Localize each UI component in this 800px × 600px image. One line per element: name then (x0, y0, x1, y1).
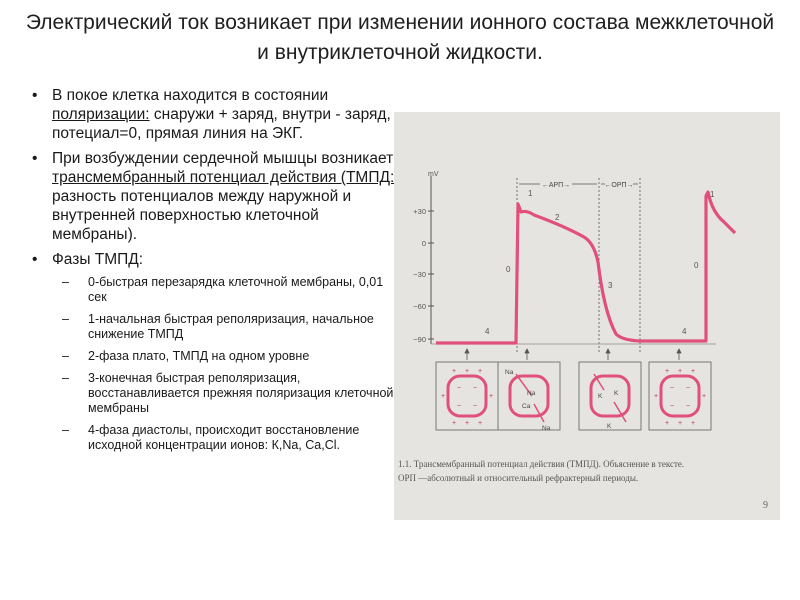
phase-label: 4 (682, 327, 687, 336)
term-polarization: поляризации: (52, 106, 150, 123)
bullet-text: В покое клетка находится в состоянии (52, 87, 329, 104)
svg-text:−: − (669, 385, 675, 392)
phase-item: – 4-фаза диастолы, происходит восстановление исходной концентрации ионов: К,Na, Ca,Cl. (52, 423, 398, 453)
svg-text:+: + (451, 368, 457, 375)
phase-label: 0 (694, 261, 699, 270)
arrow-up-head (465, 349, 469, 353)
phase-list (52, 275, 398, 453)
svg-text:−: − (456, 403, 462, 410)
bullet-phases (28, 250, 398, 453)
term-tmpd: трансмембранный потенциал действия (ТМПД: (52, 169, 395, 186)
svg-text:+: + (464, 368, 470, 375)
ion-label: Na (542, 425, 551, 432)
phase-label: 2 (555, 213, 560, 222)
bullet-text: Фазы ТМПД: (52, 251, 144, 268)
phase-label: 3 (608, 281, 613, 290)
action-potential-trace (436, 192, 735, 343)
figure-caption-line2: ОРП —абсолютный и относительный рефрактерный периоды. (398, 473, 639, 483)
cell-membrane (591, 376, 629, 416)
bullet-list (28, 86, 398, 453)
svg-text:+: + (477, 420, 483, 427)
cell-membrane (448, 376, 486, 416)
y-unit-label: mV (428, 171, 439, 178)
svg-text:+: + (690, 420, 696, 427)
arrow-up-head (525, 349, 529, 353)
phase-item: – 3-конечная быстрая реполяризация, восстанавливается прежняя поляризация клеточной мембраны (52, 371, 398, 416)
svg-text:−: − (685, 385, 691, 392)
arrow-up-head (677, 349, 681, 353)
arrow-up-head (606, 349, 610, 353)
phase-item: – 1-начальная быстрая реполяризация, начальное снижение ТМПД (52, 312, 398, 342)
svg-text:−: − (472, 385, 478, 392)
cell-panel-repolarization (579, 362, 641, 430)
y-tick-label: −60 (413, 302, 426, 311)
figure-graphic (394, 112, 780, 520)
phase-label: 1 (528, 189, 533, 198)
svg-text:+: + (690, 368, 696, 375)
figure-caption-line1: 1.1. Трансмембранный потенциал действия (ТМПД). Объяснение в тексте. (398, 459, 685, 469)
bullet-text: При возбуждении сердечной мышцы возникает (52, 150, 394, 167)
svg-text:+: + (477, 368, 483, 375)
phase-item: – 2-фаза плато, ТМПД на одном уровне (52, 349, 398, 364)
phase-label: 0 (506, 265, 511, 274)
bullet-text: разность потенциалов между наружной и внутренней поверхностью клеточной мембраны). (52, 188, 352, 243)
svg-text:+: + (464, 420, 470, 427)
phase-label: 1 (710, 190, 715, 199)
svg-text:+: + (664, 368, 670, 375)
cell-membrane (661, 376, 699, 416)
arp-label: ←АРП→ (541, 182, 571, 189)
svg-text:−: − (685, 403, 691, 410)
ion-label: Na (505, 369, 514, 376)
svg-text:+: + (701, 393, 707, 400)
svg-text:+: + (677, 368, 683, 375)
orp-label: ←ОРП→ (604, 182, 634, 189)
svg-text:−: − (472, 403, 478, 410)
bullet-resting-state (28, 86, 398, 143)
svg-text:+: + (451, 420, 457, 427)
svg-text:+: + (488, 393, 494, 400)
y-tick-label: 0 (421, 239, 426, 248)
svg-text:−: − (669, 403, 675, 410)
slide-content (28, 86, 398, 460)
phase-label: 4 (485, 327, 490, 336)
y-tick-label: −30 (413, 270, 426, 279)
action-potential-figure (394, 112, 780, 520)
page-number: 9 (763, 500, 768, 511)
bullet-excitation (28, 149, 398, 244)
svg-text:+: + (677, 420, 683, 427)
bullet-text: снаружи + заряд, внутри - заряд, потециал=0, прямая линия на ЭКГ. (52, 106, 391, 142)
ion-label: Ca (522, 403, 531, 410)
y-tick-label: +30 (413, 207, 426, 216)
ion-label: K (614, 390, 619, 397)
ion-label: K (607, 423, 612, 430)
slide-title: Электрический ток возникает при изменении ионного состава межклеточной и внутриклеточной жидкости. (25, 11, 775, 64)
svg-text:+: + (653, 393, 659, 400)
ion-label: K (598, 393, 603, 400)
svg-text:+: + (664, 420, 670, 427)
svg-text:−: − (456, 385, 462, 392)
svg-text:+: + (440, 393, 446, 400)
phase-item: – 0-быстрая перезарядка клеточной мембраны, 0,01 сек (52, 275, 398, 305)
ion-label: Na (527, 390, 536, 397)
y-tick-label: −90 (413, 335, 426, 344)
